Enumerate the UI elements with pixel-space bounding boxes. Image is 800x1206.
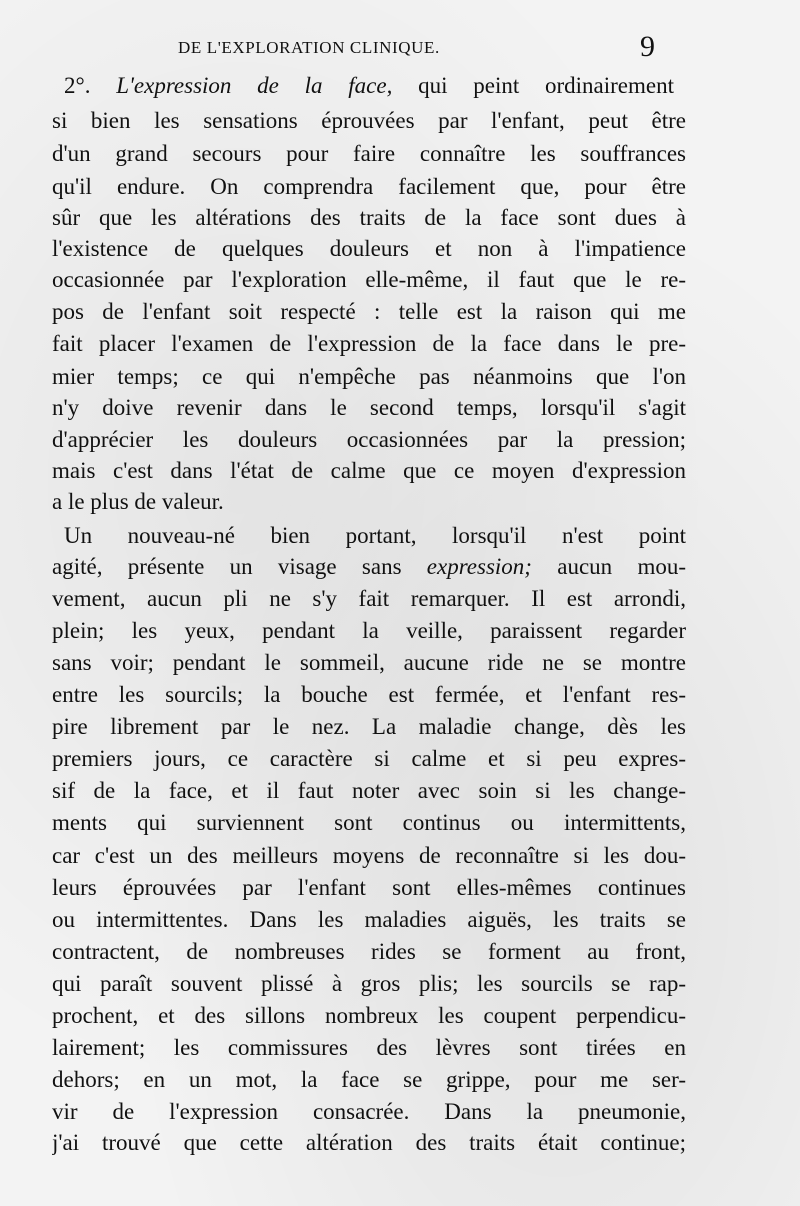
text-line: entre les sourcils; la bouche est fermée, et l'enfant res-: [52, 682, 686, 707]
text-line: ou intermittentes. Dans les maladies aiguës, les traits se: [52, 907, 686, 932]
text-line: sif de la face, et il faut noter avec soin si les change-: [52, 778, 686, 803]
text-line: l'existence de quelques douleurs et non à l'impatience: [52, 236, 686, 261]
text-line: fait placer l'examen de l'expression de la face dans le pre-: [52, 331, 686, 356]
text-line: premiers jours, ce caractère si calme et si peu expres-: [52, 746, 686, 771]
text-line: a le plus de valeur.: [52, 489, 224, 514]
text-line: d'un grand secours pour faire connaître les souffrances: [52, 141, 686, 166]
text-line: leurs éprouvées par l'enfant sont elles-mêmes continues: [52, 875, 686, 900]
running-title: DE L'EXPLORATION CLINIQUE.: [178, 38, 440, 57]
text-line: car c'est un des meilleurs moyens de reconnaître si les dou-: [52, 843, 686, 868]
text-line: [52, 552, 686, 582]
text-line: vement, aucun pli ne s'y fait remarquer. Il est arrondi,: [52, 586, 686, 611]
text-line: sans voir; pendant le sommeil, aucune ride ne se montre: [52, 650, 686, 675]
text-line: ments qui surviennent sont continus ou intermittents,: [52, 810, 686, 835]
italic-phrase: L'expression de la face,: [116, 73, 393, 98]
text-span: 2°.: [64, 73, 117, 98]
text-line: prochent, et des sillons nombreux les coupent perpendicu-: [52, 1003, 686, 1028]
text-line: d'apprécier les douleurs occasionnées par la pression;: [52, 427, 686, 452]
text-span: qui peint ordinairement: [392, 73, 674, 98]
text-line: sûr que les altérations des traits de la face sont dues à: [52, 205, 686, 230]
text-line: qui paraît souvent plissé à gros plis; les sourcils se rap-: [52, 971, 686, 996]
text-line: pos de l'enfant soit respecté : telle est la raison qui me: [52, 299, 686, 324]
text-line: mais c'est dans l'état de calme que ce moyen d'expression: [52, 458, 686, 483]
italic-phrase: expression;: [426, 554, 532, 579]
text-line: mier temps; ce qui n'empêche pas néanmoins que l'on: [52, 364, 686, 389]
text-span: agité, présente un visage sans: [52, 554, 427, 579]
text-span: aucun mou-: [531, 554, 686, 579]
text-line: occasionnée par l'exploration elle-même, il faut que le re-: [52, 267, 686, 292]
text-line: si bien les sensations éprouvées par l'enfant, peut être: [52, 108, 686, 133]
text-line: pire librement par le nez. La maladie change, dès les: [52, 714, 686, 739]
text-line: lairement; les commissures des lèvres sont tirées en: [52, 1035, 686, 1060]
text-line: j'ai trouvé que cette altération des traits était continue;: [52, 1130, 686, 1155]
text-line: [64, 71, 674, 101]
text-line: qu'il endure. On comprendra facilement que, pour être: [52, 174, 686, 199]
text-line: contractent, de nombreuses rides se forment au front,: [52, 939, 686, 964]
page-number: 9: [640, 30, 655, 63]
text-line: dehors; en un mot, la face se grippe, pour me ser-: [52, 1067, 686, 1092]
text-line: vir de l'expression consacrée. Dans la pneumonie,: [52, 1099, 686, 1124]
text-line: plein; les yeux, pendant la veille, paraissent regarder: [52, 618, 686, 643]
text-line: Un nouveau-né bien portant, lorsqu'il n'est point: [64, 523, 686, 548]
text-line: n'y doive revenir dans le second temps, lorsqu'il s'agit: [52, 395, 686, 420]
